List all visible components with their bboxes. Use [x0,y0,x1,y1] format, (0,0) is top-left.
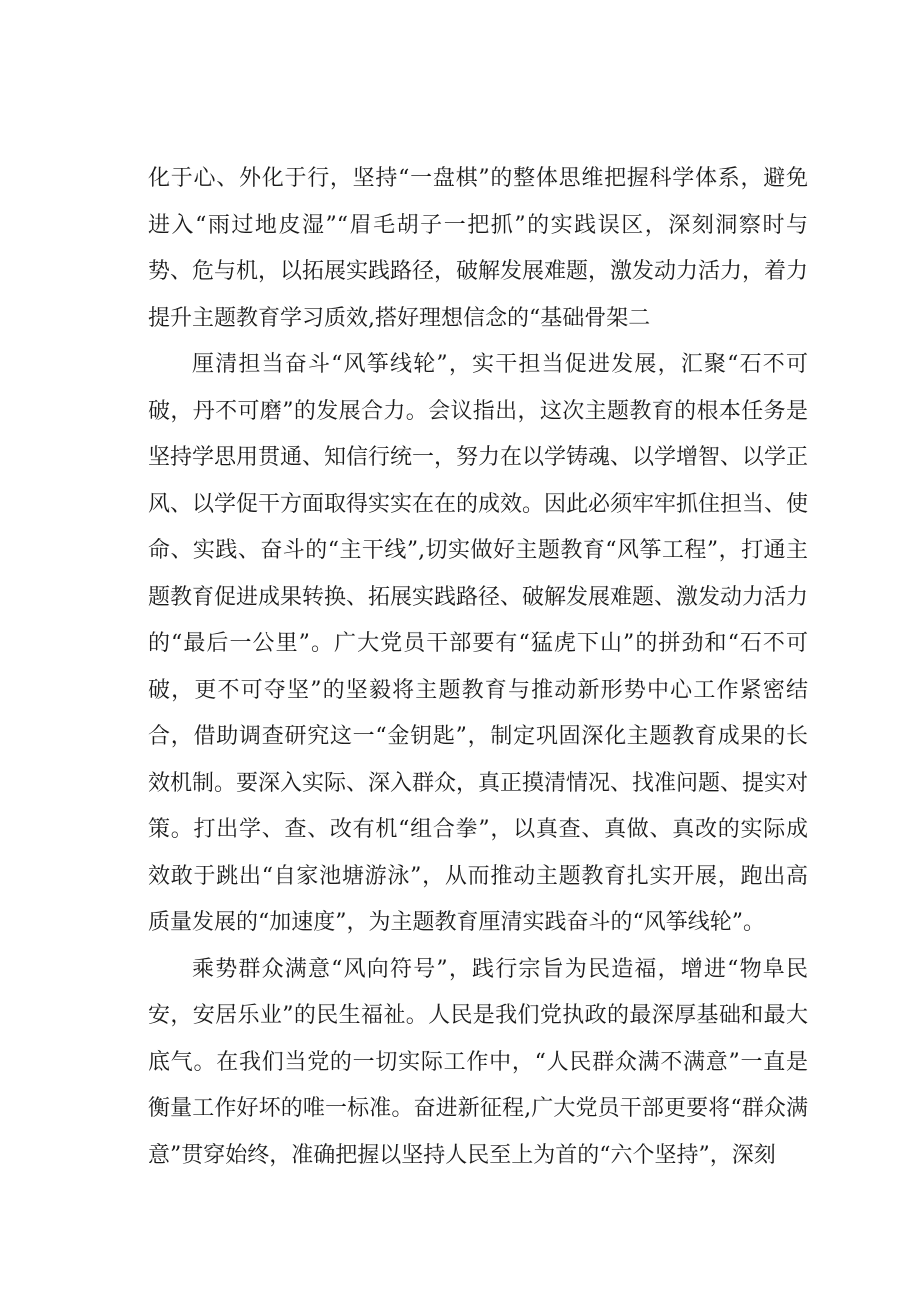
paragraph-continuation: 化于心、外化于行，坚持“一盘棋”的整体思维把握科学体系，避免进入“雨过地皮湿”“眉毛胡子一把抓”的实践误区，深刻洞察时与势、危与机，以拓展实践路径，破解发展难题，激发动力活力，着力提升主题教育学习质效,搭好理想信念的“基础骨架二 [148,166,809,331]
paragraph-kite-reel: 厘清担当奋斗“风筝线轮”，实干担当促进发展，汇聚“石不可破，丹不可磨”的发展合力。会议指出，这次主题教育的根本任务是坚持学思用贯通、知信行统一，努力在以学铸魂、以学增智、以学正风、以学促干方面取得实实在在的成效。因此必须牢牢抓住担当、使命、实践、奋斗的“主干线”,切实做好主题教育“风筝工程”，打通主题教育促进成果转换、拓展实践路径、破解发展难题、激发动力活力的“最后一公里”。广大党员干部要有“猛虎下山”的拼劲和“石不可破，更不可夺坚”的坚毅将主题教育与推动新形势中心工作紧密结合，借助调查研究这一“金钥匙”，制定巩固深化主题教育成果的长效机制。要深入实际、深入群众，真正摸清情况、找准问题、提实对策。打出学、查、改有机“组合拳”，以真查、真做、真改的实际成效敢于跳出“自家池塘游泳”，从而推动主题教育扎实开展，跑出高质量发展的“加速度”，为主题教育厘清实践奋斗的“风筝线轮”。 [148,352,809,935]
paragraph-public-satisfaction: 乘势群众满意“风向符号”，践行宗旨为民造福，增进“物阜民安，安居乐业”的民生福祉。人民是我们党执政的最深厚基础和最大底气。在我们当党的一切实际工作中，“人民群众满不满意”一直是衡量工作好坏的唯一标准。奋进新征程,广大党员干部更要将“群众满意”贯穿始终，准确把握以坚持人民至上为首的“六个坚持”，深刻 [148,956,808,1168]
document-page [148,156,808,1179]
